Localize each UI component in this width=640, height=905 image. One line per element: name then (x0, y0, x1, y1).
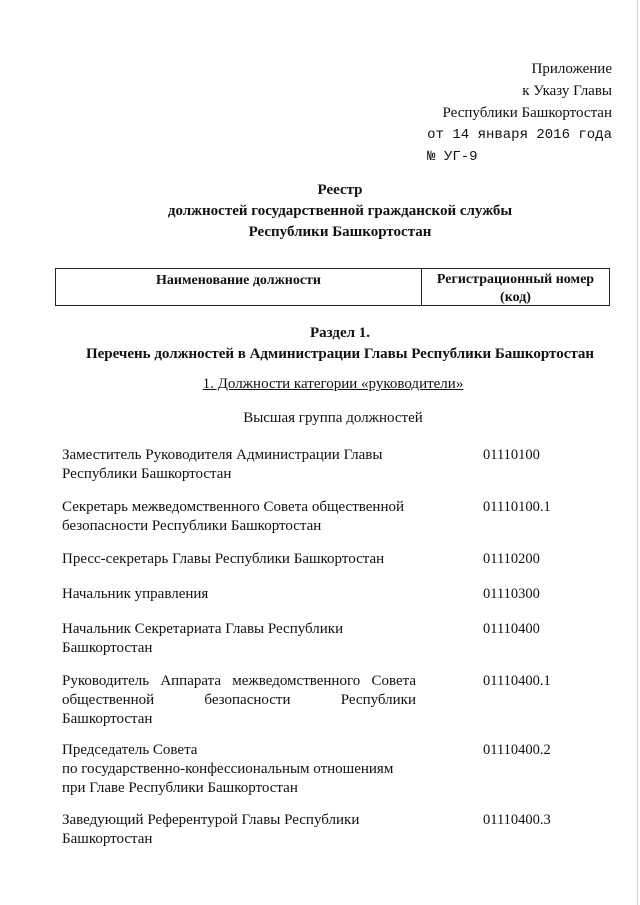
position-code: 01110400.2 (483, 742, 551, 758)
section-heading (0, 323, 640, 365)
position-line: при Главе Республики Башкортостан (62, 780, 298, 796)
title-line: Республики Башкортостан (248, 224, 432, 240)
position-line: Начальник Секретариата Главы Республики (62, 621, 344, 637)
position-name (62, 672, 416, 729)
position-code: 01110100.1 (483, 499, 551, 515)
position-line: Председатель Совета (62, 742, 198, 758)
position-code: 01110300 (483, 586, 540, 602)
position-name (62, 811, 416, 849)
position-line: Пресс-секретарь Главы Республики Башкортостан (62, 551, 385, 567)
position-name (62, 585, 416, 604)
header-registration-number (422, 269, 609, 305)
header-col2-line: Регистрационный номер (436, 272, 595, 287)
position-line: по государственно-конфессиональным отношениям (62, 761, 394, 777)
appendix-line: Республики Башкортостан (442, 105, 612, 121)
position-row (62, 498, 612, 536)
header-table (55, 268, 610, 306)
appendix-number: № УГ-9 (427, 149, 478, 165)
position-row (62, 550, 612, 569)
position-line: Руководитель Аппарата межведомственного Совета (62, 673, 416, 689)
group-heading: Высшая группа должностей (243, 410, 423, 426)
page-edge (637, 0, 638, 905)
position-name (62, 741, 416, 798)
position-row (62, 672, 612, 729)
appendix-date: от 14 января 2016 года (427, 127, 612, 143)
position-line: общественной безопасности Республики (62, 692, 416, 708)
position-row (62, 585, 612, 604)
position-name (62, 498, 416, 536)
header-col2-line: (код) (500, 290, 531, 305)
section-number: Раздел 1. (309, 325, 371, 341)
position-code: 01110200 (483, 551, 540, 567)
position-row (62, 741, 612, 798)
category-heading: 1. Должности категории «руководители» (202, 376, 464, 392)
position-line: Республики Башкортостан (62, 466, 232, 482)
position-name (62, 620, 416, 658)
position-name (62, 550, 416, 569)
position-row (62, 620, 612, 658)
appendix-block (427, 58, 612, 168)
appendix-line: Приложение (531, 61, 612, 77)
position-line: Заведующий Референтурой Главы Республики (62, 812, 360, 828)
position-code: 01110400 (483, 621, 540, 637)
position-line: Заместитель Руководителя Администрации Главы (62, 447, 383, 463)
position-line: Башкортостан (62, 831, 153, 847)
position-name (62, 446, 416, 484)
section-title: Перечень должностей в Администрации Главы Республики Башкортостан (85, 346, 595, 362)
title-line: должностей государственной гражданской службы (167, 203, 513, 219)
position-line: безопасности Республики Башкортостан (62, 518, 322, 534)
position-row (62, 811, 612, 849)
position-line: Башкортостан (62, 640, 153, 656)
position-line: Начальник управления (62, 586, 209, 602)
position-row (62, 446, 612, 484)
position-line: Башкортостан (62, 711, 153, 727)
appendix-line: к Указу Главы (522, 83, 612, 99)
position-code: 01110400.3 (483, 812, 551, 828)
position-code: 01110100 (483, 447, 540, 463)
document-title (0, 180, 640, 243)
title-line: Реестр (317, 182, 363, 198)
position-code: 01110400.1 (483, 673, 551, 689)
header-position-name: Наименование должности (56, 269, 422, 305)
position-line: Секретарь межведомственного Совета общественной (62, 499, 404, 515)
